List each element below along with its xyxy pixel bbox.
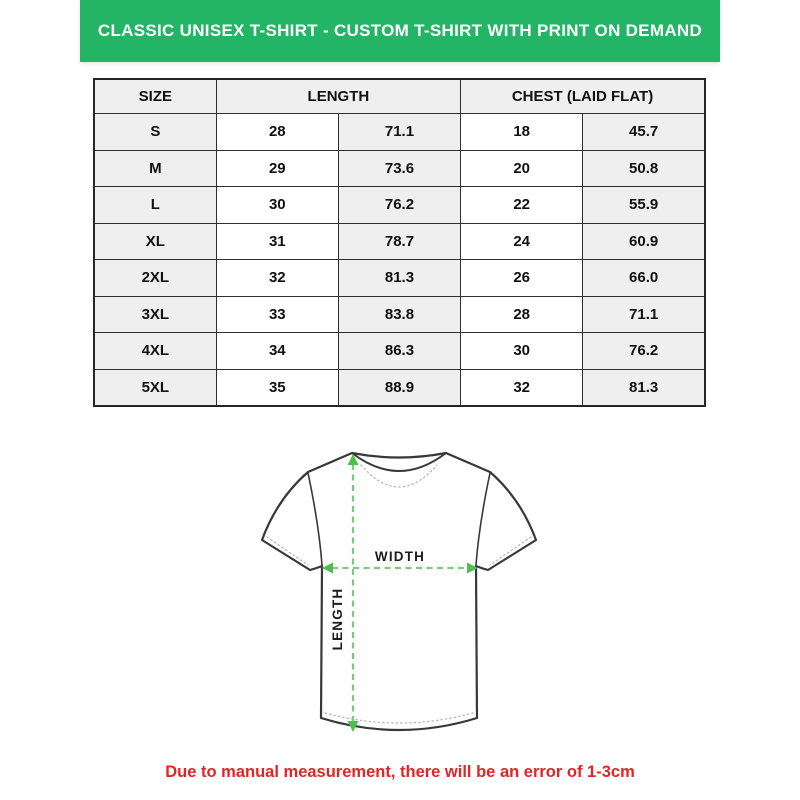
page-title: CLASSIC UNISEX T-SHIRT - CUSTOM T-SHIRT WITH PRINT ON DEMAND (97, 21, 703, 40)
size-cell: XL (94, 223, 216, 260)
size-cell: 2XL (94, 260, 216, 297)
length-in-cell: 35 (216, 369, 338, 406)
table-header-row (94, 79, 705, 114)
size-cell: 5XL (94, 369, 216, 406)
tshirt-outline (262, 453, 536, 730)
length-cm-cell: 86.3 (338, 333, 460, 370)
chest-in-cell: 22 (461, 187, 583, 224)
length-in-cell: 33 (216, 296, 338, 333)
tshirt-diagram (245, 437, 555, 747)
size-cell: S (94, 114, 216, 151)
chest-cm-cell: 76.2 (583, 333, 705, 370)
table-row (94, 187, 705, 224)
chest-in-cell: 18 (461, 114, 583, 151)
length-in-cell: 28 (216, 114, 338, 151)
table-row (94, 260, 705, 297)
chest-cm-cell: 81.3 (583, 369, 705, 406)
width-label: WIDTH (374, 549, 426, 564)
chest-in-cell: 24 (461, 223, 583, 260)
length-cm-cell: 81.3 (338, 260, 460, 297)
length-in-cell: 34 (216, 333, 338, 370)
size-cell: M (94, 150, 216, 187)
chest-cm-cell: 55.9 (583, 187, 705, 224)
chest-in-cell: 26 (461, 260, 583, 297)
chest-in-cell: 28 (461, 296, 583, 333)
length-cm-cell: 73.6 (338, 150, 460, 187)
title-banner (80, 0, 720, 62)
chest-cm-cell: 60.9 (583, 223, 705, 260)
measurement-error-note: Due to manual measurement, there will be an error of 1-3cm (165, 763, 635, 781)
table-row (94, 223, 705, 260)
size-cell: 4XL (94, 333, 216, 370)
table-row (94, 369, 705, 406)
length-in-cell: 31 (216, 223, 338, 260)
length-cm-cell: 71.1 (338, 114, 460, 151)
length-cm-cell: 88.9 (338, 369, 460, 406)
column-header-chest: CHEST (LAID FLAT) (461, 79, 705, 114)
table-row (94, 114, 705, 151)
size-cell: L (94, 187, 216, 224)
table-row (94, 333, 705, 370)
chest-cm-cell: 50.8 (583, 150, 705, 187)
size-cell: 3XL (94, 296, 216, 333)
size-table (93, 78, 706, 407)
length-in-cell: 30 (216, 187, 338, 224)
length-cm-cell: 76.2 (338, 187, 460, 224)
length-in-cell: 32 (216, 260, 338, 297)
chest-in-cell: 20 (461, 150, 583, 187)
length-label: LENGTH (330, 587, 345, 651)
chest-cm-cell: 66.0 (583, 260, 705, 297)
table-row (94, 296, 705, 333)
chest-in-cell: 30 (461, 333, 583, 370)
chest-cm-cell: 71.1 (583, 296, 705, 333)
column-header-length: LENGTH (216, 79, 460, 114)
column-header-size: SIZE (94, 79, 216, 114)
chest-cm-cell: 45.7 (583, 114, 705, 151)
length-cm-cell: 83.8 (338, 296, 460, 333)
table-row (94, 150, 705, 187)
length-in-cell: 29 (216, 150, 338, 187)
length-cm-cell: 78.7 (338, 223, 460, 260)
chest-in-cell: 32 (461, 369, 583, 406)
